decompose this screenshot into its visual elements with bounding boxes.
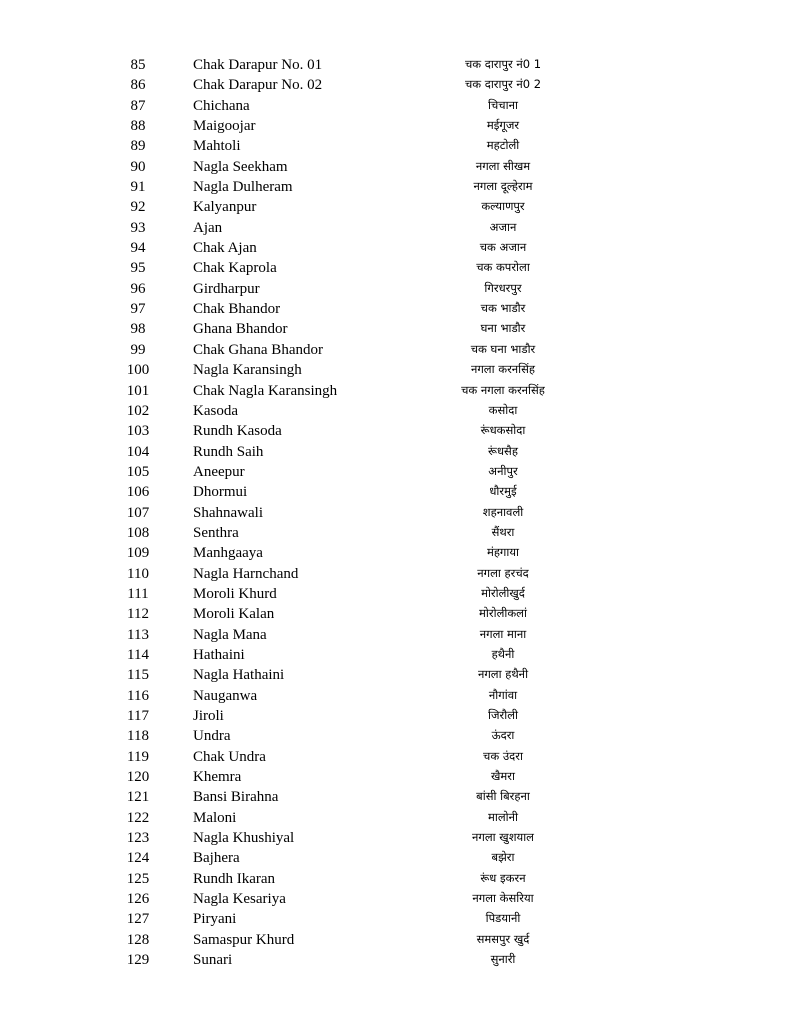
village-name-hindi: नौगांवा xyxy=(488,687,518,702)
village-name-english: Chak Bhandor xyxy=(193,301,281,318)
serial-number: 110 xyxy=(127,565,149,582)
village-name-english: Nagla Seekham xyxy=(193,158,288,175)
village-name-english: Maigoojar xyxy=(193,118,256,135)
village-name-hindi: सुनारी xyxy=(490,952,516,967)
serial-number: 118 xyxy=(127,728,149,745)
village-name-hindi: रूंधसैह xyxy=(488,443,518,458)
village-name-hindi: अजान xyxy=(489,219,517,234)
village-name-english: Moroli Kalan xyxy=(193,606,275,623)
village-name-hindi: घना भाडौर xyxy=(480,321,526,336)
village-name-english: Nauganwa xyxy=(193,687,258,704)
list-item xyxy=(0,299,791,319)
village-name-english: Nagla Khushiyal xyxy=(193,830,295,847)
serial-number: 113 xyxy=(127,626,149,643)
serial-number: 112 xyxy=(127,606,149,623)
serial-number: 122 xyxy=(126,809,150,826)
list-item xyxy=(0,258,791,278)
village-name-hindi: धौरमुई xyxy=(489,484,517,499)
village-name-hindi: नगला माना xyxy=(479,626,527,641)
list-item xyxy=(0,543,791,563)
village-name-hindi: नगला दूल्हेराम xyxy=(473,179,533,194)
village-name-english: Chak Ajan xyxy=(193,240,257,257)
list-item xyxy=(0,747,791,767)
list-item xyxy=(0,197,791,217)
list-item xyxy=(0,482,791,502)
village-name-english: Nagla Mana xyxy=(193,626,267,643)
village-name-english: Jiroli xyxy=(193,708,224,724)
list-item xyxy=(0,706,791,726)
village-name-hindi: रूंधकसोदा xyxy=(480,423,526,438)
village-name-english: Chichana xyxy=(193,97,250,114)
list-item xyxy=(0,909,791,929)
serial-number: 106 xyxy=(126,484,150,501)
serial-number: 96 xyxy=(130,280,146,297)
village-name-english: Kasoda xyxy=(193,402,238,419)
village-name-english: Girdharpur xyxy=(193,280,260,297)
list-item xyxy=(0,726,791,746)
serial-number: 124 xyxy=(126,850,150,867)
village-name-hindi: कल्याणपुर xyxy=(481,199,525,214)
list-item xyxy=(0,889,791,909)
list-item xyxy=(0,238,791,258)
village-name-hindi: रूंध इकरन xyxy=(480,870,526,885)
list-item xyxy=(0,523,791,543)
village-name-hindi: चक कपरोला xyxy=(476,260,530,275)
village-name-hindi: बांसी बिरहना xyxy=(476,789,530,804)
village-name-hindi: चक दारापुर नं0 1 xyxy=(464,57,542,71)
serial-number: 128 xyxy=(126,931,150,948)
village-name-english: Rundh Saih xyxy=(193,443,264,460)
village-name-hindi: चक नगला करनसिंह xyxy=(461,382,545,397)
serial-number: 90 xyxy=(130,158,146,175)
list-item xyxy=(0,584,791,604)
list-item xyxy=(0,665,791,685)
serial-number: 108 xyxy=(126,524,150,541)
serial-number: 89 xyxy=(130,138,146,155)
village-name-hindi: नगला सीखम xyxy=(475,158,531,173)
list-item xyxy=(0,401,791,421)
village-name-english: Shahnawali xyxy=(193,504,263,521)
list-item xyxy=(0,930,791,950)
serial-number: 107 xyxy=(126,504,150,521)
village-name-hindi: चक भाडौर xyxy=(480,301,526,316)
list-item xyxy=(0,503,791,523)
village-name-english: Moroli Khurd xyxy=(193,585,277,602)
list-item xyxy=(0,340,791,360)
village-name-english: Ajan xyxy=(193,219,223,236)
serial-number: 105 xyxy=(126,463,150,480)
serial-number: 114 xyxy=(127,646,149,663)
list-item xyxy=(0,96,791,116)
village-name-hindi: नगला हरचंद xyxy=(477,565,529,580)
village-name-english: Rundh Ikaran xyxy=(193,870,276,887)
serial-number: 95 xyxy=(130,260,146,277)
village-name-english: Piryani xyxy=(193,911,237,928)
village-name-english: Chak Ghana Bhandor xyxy=(193,341,323,358)
village-name-english: Maloni xyxy=(193,809,237,826)
list-item xyxy=(0,604,791,624)
village-name-hindi: जिरौली xyxy=(488,708,518,722)
list-item xyxy=(0,218,791,238)
serial-number: 87 xyxy=(130,97,146,114)
serial-number: 126 xyxy=(126,891,150,908)
village-name-hindi: नगला खुशयाल xyxy=(472,830,534,845)
serial-number: 104 xyxy=(126,443,150,460)
village-name-english: Undra xyxy=(193,728,231,745)
list-item xyxy=(0,75,791,95)
village-name-english: Nagla Hathaini xyxy=(193,667,285,684)
village-name-english: Hathaini xyxy=(193,646,245,663)
serial-number: 119 xyxy=(127,748,149,765)
list-item xyxy=(0,848,791,868)
village-name-english: Chak Darapur No. 02 xyxy=(193,77,323,94)
list-item xyxy=(0,55,791,75)
serial-number: 121 xyxy=(126,789,150,806)
village-name-hindi: मईगूजर xyxy=(486,118,520,133)
serial-number: 100 xyxy=(126,362,150,379)
serial-number: 120 xyxy=(126,769,150,786)
village-name-english: Chak Darapur No. 01 xyxy=(193,57,323,73)
list-item xyxy=(0,462,791,482)
village-name-hindi: समसपुर खुर्द xyxy=(476,931,530,946)
list-item xyxy=(0,808,791,828)
serial-number: 127 xyxy=(126,911,150,928)
serial-number: 109 xyxy=(126,545,150,562)
serial-number: 92 xyxy=(130,199,146,216)
village-name-english: Sunari xyxy=(193,952,233,969)
serial-number: 102 xyxy=(126,402,150,419)
village-name-english: Dhormui xyxy=(193,484,248,501)
village-name-english: Senthra xyxy=(193,524,239,541)
serial-number: 103 xyxy=(126,423,150,440)
village-name-hindi: गिरधरपुर xyxy=(484,280,522,295)
serial-number: 85 xyxy=(130,57,146,73)
village-name-hindi: महटोली xyxy=(486,138,520,153)
list-item xyxy=(0,157,791,177)
list-item xyxy=(0,686,791,706)
village-name-english: Bajhera xyxy=(193,850,240,867)
village-name-english: Mahtoli xyxy=(193,138,241,155)
village-name-hindi: शहनावली xyxy=(482,504,524,519)
village-name-hindi: कसोदा xyxy=(488,402,518,417)
village-name-hindi: बझेरा xyxy=(491,850,515,865)
list-item xyxy=(0,645,791,665)
village-name-hindi: पिडयानी xyxy=(485,911,521,926)
list-item xyxy=(0,869,791,889)
village-name-hindi: सैंथरा xyxy=(491,524,515,539)
village-name-hindi: मंहगाया xyxy=(486,545,520,560)
village-list xyxy=(0,55,791,970)
village-name-hindi: नगला केसरिया xyxy=(472,891,534,906)
list-item xyxy=(0,421,791,441)
village-name-hindi: खैमरा xyxy=(491,769,515,784)
serial-number: 101 xyxy=(126,382,150,399)
village-name-hindi: हथैनी xyxy=(491,646,515,661)
list-item xyxy=(0,279,791,299)
village-name-hindi: मोरोलीकलां xyxy=(479,606,527,621)
village-name-english: Kalyanpur xyxy=(193,199,257,216)
village-name-english: Samaspur Khurd xyxy=(193,931,295,948)
serial-number: 97 xyxy=(130,301,146,318)
list-item xyxy=(0,787,791,807)
serial-number: 123 xyxy=(126,830,150,847)
village-name-hindi: अनीपुर xyxy=(488,463,518,478)
village-name-hindi: नगला हथैनी xyxy=(477,667,529,682)
list-item xyxy=(0,950,791,970)
list-item xyxy=(0,319,791,339)
village-name-english: Aneepur xyxy=(193,463,245,480)
village-name-english: Nagla Kesariya xyxy=(193,891,286,908)
list-item xyxy=(0,828,791,848)
serial-number: 99 xyxy=(130,341,146,358)
village-name-hindi: ऊंदरा xyxy=(491,728,515,743)
village-name-hindi: चक उंदरा xyxy=(483,748,523,763)
serial-number: 91 xyxy=(130,179,146,196)
list-item xyxy=(0,381,791,401)
village-name-hindi: चिचाना xyxy=(488,97,518,112)
serial-number: 111 xyxy=(127,585,149,602)
serial-number: 86 xyxy=(130,77,146,94)
list-item xyxy=(0,136,791,156)
village-name-english: Chak Nagla Karansingh xyxy=(193,382,338,399)
village-name-hindi: चक दारापुर नं0 2 xyxy=(464,77,542,92)
village-name-english: Nagla Karansingh xyxy=(193,362,302,379)
serial-number: 116 xyxy=(127,687,149,704)
list-item xyxy=(0,177,791,197)
serial-number: 115 xyxy=(127,667,149,684)
list-item xyxy=(0,767,791,787)
village-name-english: Khemra xyxy=(193,769,242,786)
village-name-hindi: मोरोलीखुर्द xyxy=(481,585,525,600)
list-item xyxy=(0,442,791,462)
serial-number: 129 xyxy=(126,952,150,969)
village-name-english: Nagla Harnchand xyxy=(193,565,299,582)
serial-number: 125 xyxy=(126,870,150,887)
serial-number: 93 xyxy=(130,219,146,236)
village-name-english: Bansi Birahna xyxy=(193,789,279,806)
village-name-hindi: मालोनी xyxy=(488,809,518,824)
village-name-hindi: चक अजान xyxy=(479,240,527,255)
village-name-english: Ghana Bhandor xyxy=(193,321,288,338)
village-name-english: Rundh Kasoda xyxy=(193,423,282,440)
list-item xyxy=(0,564,791,584)
village-name-english: Chak Undra xyxy=(193,748,266,765)
village-name-hindi: चक घना भाडौर xyxy=(470,341,536,356)
village-name-hindi: नगला करनसिंह xyxy=(470,362,536,377)
serial-number: 94 xyxy=(130,240,146,257)
list-item xyxy=(0,625,791,645)
village-name-english: Manhgaaya xyxy=(193,545,263,562)
village-name-english: Chak Kaprola xyxy=(193,260,277,277)
serial-number: 88 xyxy=(130,118,146,135)
list-item xyxy=(0,360,791,380)
serial-number: 98 xyxy=(130,321,146,338)
village-name-english: Nagla Dulheram xyxy=(193,179,293,196)
list-item xyxy=(0,116,791,136)
serial-number: 117 xyxy=(127,708,149,724)
